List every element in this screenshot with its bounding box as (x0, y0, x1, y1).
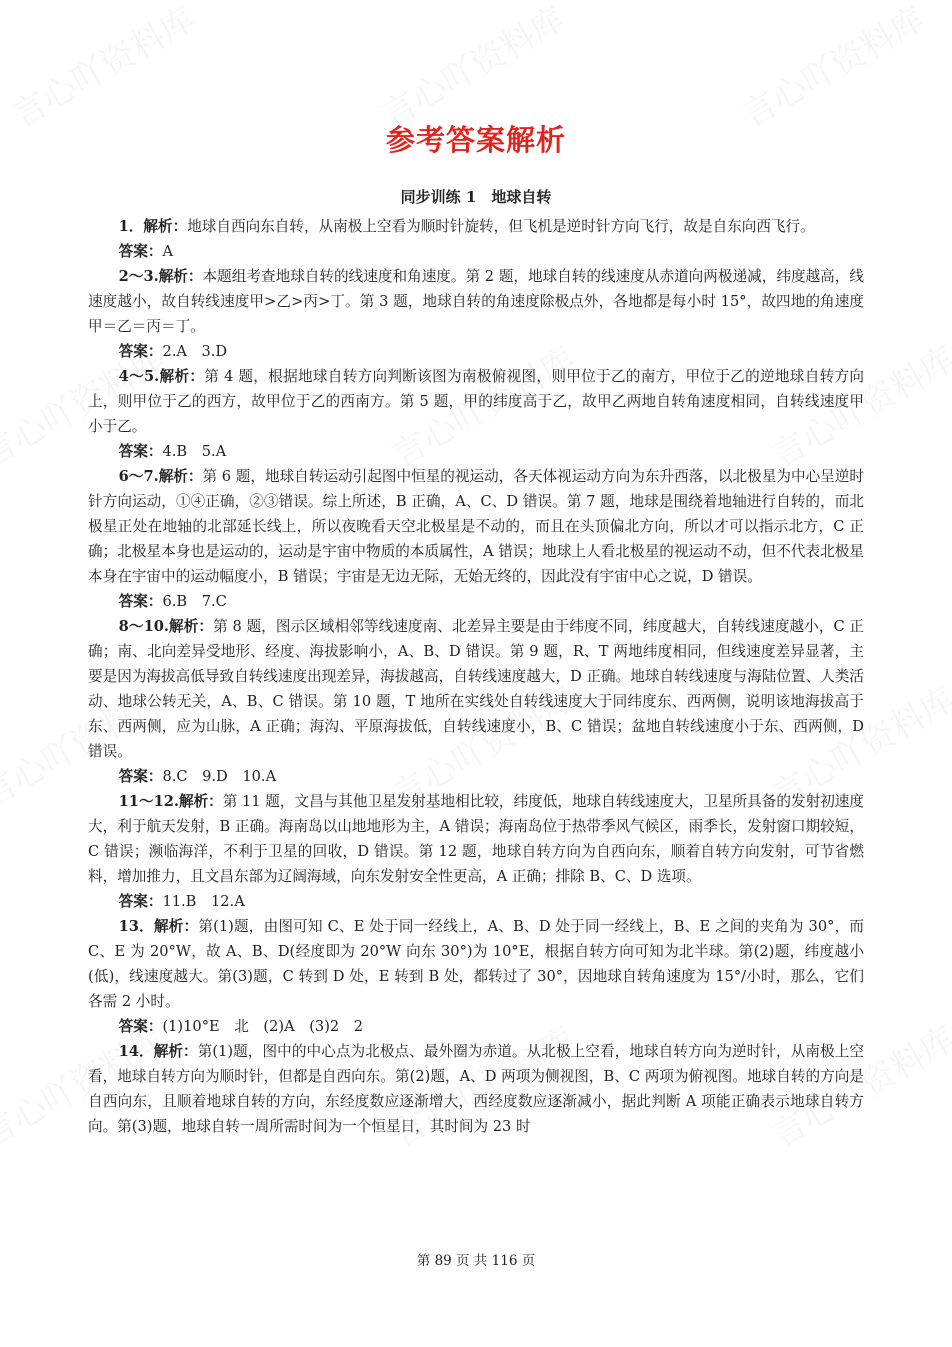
paragraph-text: 第 4 题，根据地球自转方向判断该图为南极俯视图，则甲位于乙的南方，甲位于乙的逆地球自转方向上，则甲位于乙的西方，故甲位于乙的西南方。第 5 题，甲的纬度高于乙，故甲乙两地自转角速度相同，自转线速度甲小于乙。 (88, 368, 864, 435)
explanation-paragraph (88, 914, 864, 1014)
paragraph-label: 答案： (118, 593, 163, 610)
paragraph-label: 答案： (118, 893, 163, 910)
paragraph-text: 第 8 题，图示区域相邻等线速度南、北差异主要是由于纬度不同，纬度越大，自转线速度越小，C 正确；南、北向差异受地形、经度、海拔影响小，A、B、D 错误。第 9 题，R、T 两地纬度相同，但线速度差异显著，主要是因为海拔高低导致自转线速度出现差异，海拔越高，自转线速度越大，D 正确。地球自转线速度与海陆位置、人类活动、地球公转无关，A、B、C 错误。第 10 题，T 地所在实线处自转线速度大于同纬度东、西两侧，说明该地海拔高于东、西两侧，应为山脉，A 正确；海沟、平原海拔低，自转线速度小，B、C 错误；盆地自转线速度小于东、西两侧，D 错误。 (88, 618, 865, 760)
explanation-paragraph (88, 264, 864, 339)
paragraph-text: 2.A 3.D (162, 343, 228, 360)
answer-line (88, 239, 864, 264)
answer-line (88, 339, 864, 364)
answer-content (88, 214, 864, 1139)
paragraph-text: 第(1)题，图中的中心点为北极点、最外圈为赤道。从北极上空看，地球自转方向为逆时针，从南极上空看，地球自转方向为顺时针，但都是自西向东。第(2)题，A、D 两项为侧视图，B、C 两项为俯视图。地球自转的方向是自西向东，且顺着地球自转的方向，东经度数应逐渐增大，西经度数应逐渐减小，据此判断 A 项能正确表示地球自转方向。第(3)题，地球自转一周所需时间为一个恒星日，其时间为 23 时 (88, 1043, 864, 1135)
paragraph-label: 8～10.解析： (118, 618, 214, 635)
explanation-paragraph (88, 1039, 864, 1139)
paragraph-text: (1)10°E 北 (2)A (3)2 2 (162, 1018, 364, 1035)
paragraph-text: 第 6 题，地球自转运动引起图中恒星的视运动，各天体视运动方向为东升西落，以北极星为中心呈逆时针方向运动，①④正确，②③错误。综上所述，B 正确，A、C、D 错误。第 7 题，地球是围绕着地轴进行自转的，而北极星正处在地轴的北部延长线上，所以夜晚看天空北极星是不动的，而且在头顶偏北方向，所以才可以指示北方，C 正确；北极星本身也是运动的，运动是宇宙中物质的本质属性，A 错误；地球上人看北极星的视运动不动，但不代表北极星本身在宇宙中的运动幅度小，B 错误；宇宙是无边无际，无始无终的，因此没有宇宙中心之说，D 错误。 (88, 468, 864, 585)
paragraph-text: 本题组考查地球自转的线速度和角速度。第 2 题，地球自转的线速度从赤道向两极递减，纬度越高，线速度越小，故自转线速度甲>乙>丙>丁。第 3 题，地球自转的角速度除极点外，各地都是每小时 15°，故四地的角速度甲＝乙＝丙＝丁。 (88, 268, 864, 335)
paragraph-text: 地球自西向东自转，从南极上空看为顺时针旋转，但飞机是逆时针方向飞行，故是自东向西飞行。 (187, 218, 815, 235)
explanation-paragraph (88, 364, 864, 439)
paragraph-text: 8.C 9.D 10.A (162, 768, 277, 785)
paragraph-label: 14．解析： (118, 1043, 198, 1060)
answer-line (88, 889, 864, 914)
paragraph-text: 第 11 题，文昌与其他卫星发射基地相比较，纬度低，地球自转线速度大，卫星所具备的发射初速度大，利于航天发射，B 正确。海南岛以山地地形为主，A 错误；海南岛位于热带季风气候区，雨季长，发射窗口期较短，C 错误；濒临海洋，不利于卫星的回收，D 错误。第 12 题，地球自转方向为自西向东，顺着自转方向发射，可节省燃料，增加推力，且文昌东部为辽阔海域，向东发射安全性更高，A 正确；排除 B、C、D 选项。 (88, 793, 864, 885)
watermark (731, 0, 932, 137)
paragraph-label: 1．解析： (118, 218, 188, 235)
paragraph-label: 13．解析： (118, 918, 199, 935)
watermark (371, 0, 572, 137)
answer-line (88, 589, 864, 614)
paragraph-label: 2～3.解析： (118, 268, 203, 285)
paragraph-label: 答案： (118, 443, 163, 460)
paragraph-text: A (162, 243, 173, 260)
answer-line (88, 764, 864, 789)
paragraph-text: 11.B 12.A (162, 893, 245, 910)
explanation-paragraph (88, 789, 864, 889)
paragraph-label: 答案： (118, 343, 163, 360)
watermark (1, 0, 202, 137)
section-title: 同步训练 1 地球自转 (400, 188, 552, 206)
paragraph-label: 6～7.解析： (118, 468, 203, 485)
paragraph-text: 4.B 5.A (162, 443, 227, 460)
answer-line (88, 439, 864, 464)
page-title: 参考答案解析 (385, 123, 566, 157)
answer-line (88, 1014, 864, 1039)
paragraph-label: 答案： (118, 1018, 163, 1035)
explanation-paragraph (88, 614, 864, 764)
paragraph-label: 答案： (118, 768, 163, 785)
paragraph-label: 11～12.解析： (118, 793, 223, 810)
explanation-paragraph (88, 214, 864, 239)
paragraph-text: 6.B 7.C (162, 593, 227, 610)
paragraph-label: 4～5.解析： (118, 368, 205, 385)
paragraph-text: 第(1)题，由图可知 C、E 处于同一经线上，A、B、D 处于同一经线上，B、E 之间的夹角为 30°，而 C、E 为 20°W，故 A、B、D(经度即为 20°W 向东 30°)为 10°E，根据自转方向可知为北半球。第(2)题，纬度越小(低)，线速度越大。第(3)题，C 转到 D 处，E 转到 B 处，都转过了 30°，因地球自转角速度为 15°/小时，那么，它们各需 2 小时。 (88, 918, 864, 1010)
explanation-paragraph (88, 464, 864, 589)
page-number: 第 89 页 共 116 页 (416, 1253, 536, 1269)
paragraph-label: 答案： (118, 243, 163, 260)
